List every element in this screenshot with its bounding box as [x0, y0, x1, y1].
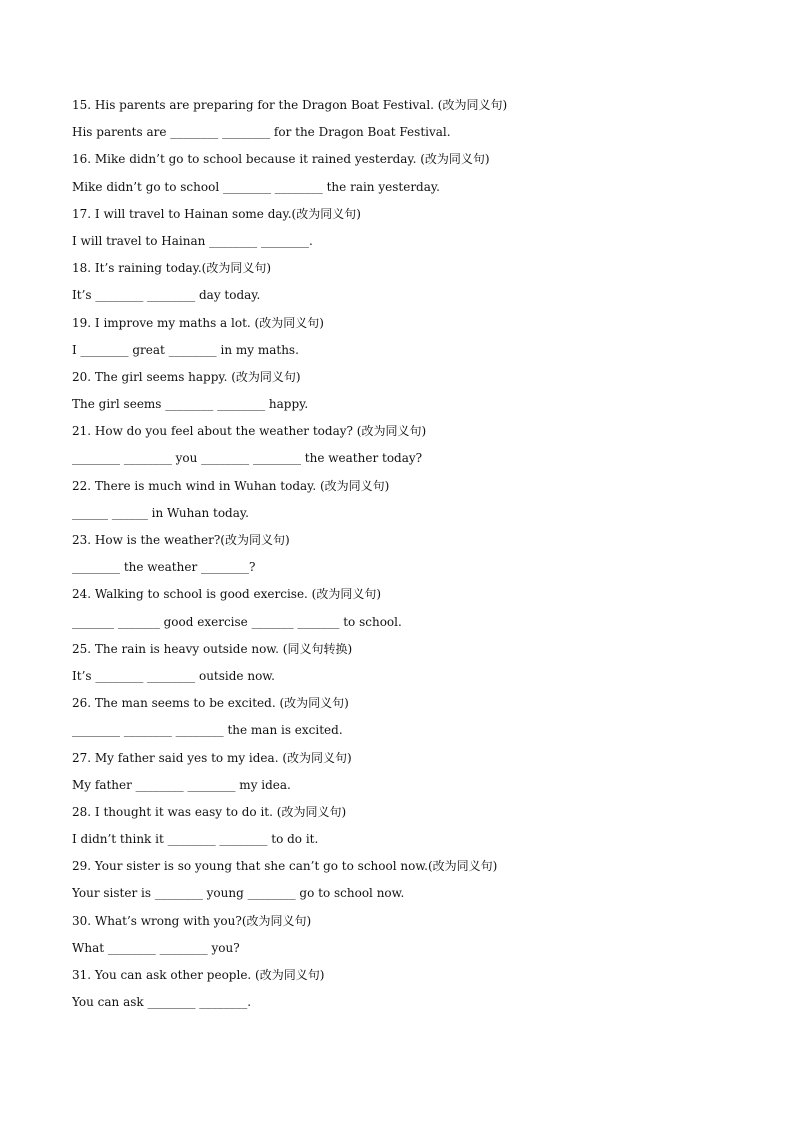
- question-16: 16. Mike didn’t go to school because it rained yesterday. (改为同义句): [72, 152, 490, 167]
- question-29: 29. Your sister is so young that she can’t go to school now.(改为同义句): [72, 859, 498, 874]
- question-30: 30. What’s wrong with you?(改为同义句): [72, 913, 312, 928]
- answer-16: Mike didn’t go to school ________ ________ the rain yesterday.: [72, 179, 440, 194]
- question-21: 21. How do you feel about the weather today? (改为同义句): [72, 424, 427, 439]
- answer-15: His parents are ________ ________ for the Dragon Boat Festival.: [72, 125, 451, 140]
- answer-28: I didn’t think it ________ ________ to do it.: [72, 832, 319, 847]
- exercise-sheet: [72, 95, 772, 1019]
- answer-18: It’s ________ ________ day today.: [72, 288, 261, 303]
- answer-22: ______ ______ in Wuhan today.: [72, 505, 249, 520]
- answer-26: ________ ________ ________ the man is excited.: [72, 723, 343, 738]
- answer-29: Your sister is ________ young ________ go to school now.: [72, 886, 405, 901]
- question-15: 15. His parents are preparing for the Dragon Boat Festival. (改为同义句): [72, 98, 508, 112]
- question-20: 20. The girl seems happy. (改为同义句): [72, 369, 301, 384]
- question-22: 22. There is much wind in Wuhan today. (改为同义句): [72, 478, 390, 493]
- question-24: 24. Walking to school is good exercise. (改为同义句): [72, 587, 382, 602]
- question-27: 27. My father said yes to my idea. (改为同义句): [72, 750, 352, 765]
- question-23: 23. How is the weather?(改为同义句): [72, 533, 290, 547]
- answer-30: What ________ ________ you?: [72, 940, 240, 955]
- answer-25: It’s ________ ________ outside now.: [72, 668, 275, 683]
- answer-21: ________ ________ you ________ ________ the weather today?: [72, 451, 423, 466]
- question-17: 17. I will travel to Hainan some day.(改为同义句): [72, 206, 361, 221]
- question-19: 19. I improve my maths a lot. (改为同义句): [72, 315, 324, 330]
- answer-19: I ________ great ________ in my maths.: [72, 342, 299, 357]
- question-25: 25. The rain is heavy outside now. (同义句转换): [72, 641, 353, 656]
- answer-24: _______ _______ good exercise _______ _______ to school.: [72, 614, 402, 629]
- question-28: 28. I thought it was easy to do it. (改为同义句): [72, 804, 347, 819]
- question-26: 26. The man seems to be excited. (改为同义句): [72, 696, 349, 711]
- answer-31: You can ask ________ ________.: [72, 995, 252, 1010]
- question-31: 31. You can ask other people. (改为同义句): [72, 968, 325, 982]
- answer-20: The girl seems ________ ________ happy.: [72, 397, 309, 412]
- answer-17: I will travel to Hainan ________ ________.: [72, 233, 313, 248]
- answer-27: My father ________ ________ my idea.: [72, 777, 291, 792]
- question-18: 18. It’s raining today.(改为同义句): [72, 261, 272, 276]
- answer-23: ________ the weather ________?: [72, 560, 256, 575]
